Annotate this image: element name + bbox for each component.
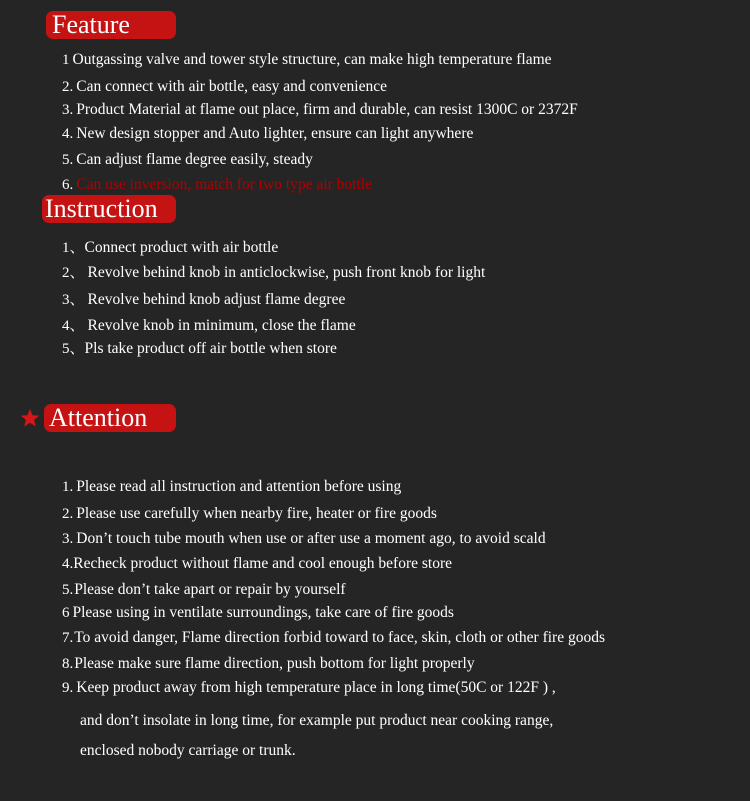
attention-item-2 [62,504,437,524]
item-text: Can use inversion, match for two type air bottle [76,176,372,193]
attention-item-4 [62,554,452,574]
item-number: 9. [62,680,74,696]
item-number: 3、 [62,292,85,308]
item-number: 2、 [62,265,85,281]
attention-item-7 [62,628,605,648]
feature-item-4 [62,124,473,144]
instruction-item-1 [62,238,278,258]
item-text: Revolve behind knob in anticlockwise, push front knob for light [87,264,486,281]
item-text: New design stopper and Auto lighter, ensure can light anywhere [76,125,474,142]
item-number: 6. [62,177,74,193]
instruction-item-4 [62,316,356,336]
item-number: 5. [62,582,74,598]
attention-heading: Attention [44,404,176,432]
attention-item-5 [62,580,346,600]
item-number: 2. [62,506,74,522]
item-number: 1. [62,479,74,495]
item-number: 3. [62,102,74,118]
item-text: Outgassing valve and tower style structure, can make high temperature flame [72,51,552,68]
attention-item-1 [62,477,401,497]
instruction-item-3 [62,290,345,310]
feature-item-3 [62,100,578,120]
item-number: 1 [62,52,70,68]
instruction-heading: Instruction [42,195,176,223]
item-number: 4、 [62,318,85,334]
item-text: Please read all instruction and attention before using [76,478,402,495]
item-number: 4. [62,556,74,572]
instruction-item-5 [62,339,337,359]
item-text: Please don’t take apart or repair by yourself [74,581,346,598]
item-text: Can connect with air bottle, easy and convenience [76,78,387,95]
item-number: 3. [62,531,74,547]
item-text: Please make sure flame direction, push bottom for light properly [74,655,475,672]
item-number: 7. [62,630,74,646]
item-text: Please use carefully when nearby fire, heater or fire goods [76,505,437,522]
attention-item-9 [62,678,556,698]
item-text: Don’t touch tube mouth when use or after use a moment ago, to avoid scald [76,530,546,547]
star-icon [20,408,40,428]
attention-item-6 [62,603,454,623]
item-number: 8. [62,656,74,672]
item-number: 4. [62,126,74,142]
feature-item-6 [62,175,372,195]
attention-item-9-continuation-2: enclosed nobody carriage or trunk. [80,742,296,759]
feature-heading: Feature [46,11,176,39]
item-number: 6 [62,605,70,621]
attention-item-8 [62,654,475,674]
item-text: Revolve knob in minimum, close the flame [87,317,356,334]
feature-item-1 [62,50,552,70]
attention-item-9-continuation-1: and don’t insolate in long time, for example put product near cooking range, [80,712,554,729]
feature-item-2 [62,77,387,97]
item-number: 2. [62,79,74,95]
item-number: 5. [62,152,74,168]
item-text: Recheck product without flame and cool enough before store [73,555,453,572]
item-text: To avoid danger, Flame direction forbid toward to face, skin, cloth or other fire goods [74,629,605,646]
feature-item-5 [62,150,313,170]
instruction-item-2 [62,263,485,283]
item-text: Please using in ventilate surroundings, take care of fire goods [72,604,454,621]
item-text: Connect product with air bottle [84,239,279,256]
attention-item-3 [62,529,546,549]
item-text: Pls take product off air bottle when store [84,340,337,357]
item-text: Keep product away from high temperature place in long time(50C or 122F ) , [76,679,556,696]
item-text: Can adjust flame degree easily, steady [76,151,313,168]
item-text: Revolve behind knob adjust flame degree [87,291,346,308]
item-number: 5、 [62,341,85,357]
item-text: Product Material at flame out place, firm and durable, can resist 1300C or 2372F [76,101,578,118]
item-number: 1、 [62,240,85,256]
